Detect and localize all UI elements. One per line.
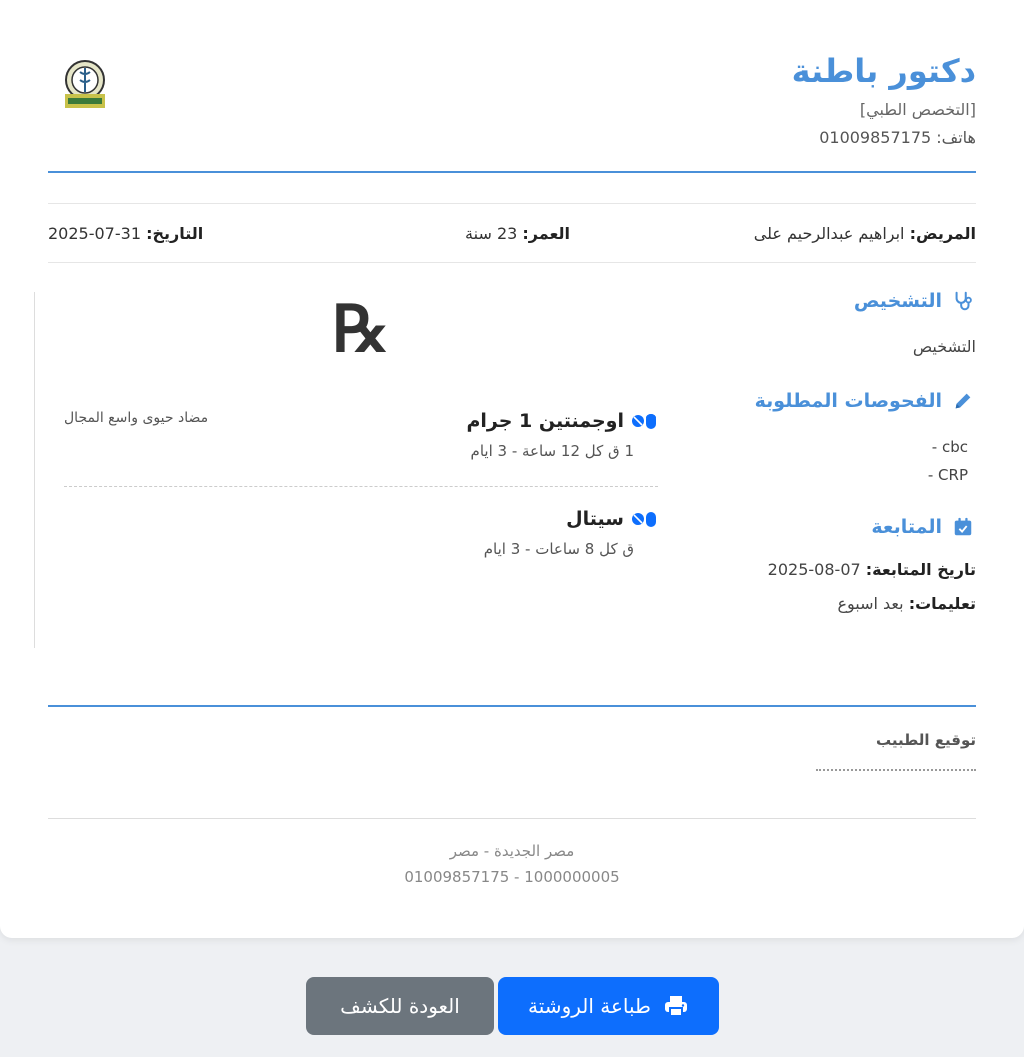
- header-divider: [48, 171, 976, 173]
- medication-dose: ق كل 8 ساعات - 3 ايام: [483, 540, 634, 558]
- test-item: - CRP: [927, 466, 968, 484]
- medication-item: [64, 410, 658, 487]
- pills-icon: [632, 510, 658, 528]
- signature-divider: [48, 705, 976, 707]
- followup-title: [871, 516, 974, 538]
- medication-name-row: [466, 410, 658, 432]
- calendar-check-icon: [952, 516, 974, 538]
- followup-notes: [837, 594, 976, 613]
- age-value: 23 سنة: [465, 224, 518, 243]
- print-prescription-button[interactable]: [498, 977, 719, 1035]
- stethoscope-icon: [952, 290, 974, 312]
- footer-phones: 01009857175 - 1000000005: [404, 868, 620, 886]
- diagnosis-text: التشخيص: [912, 337, 976, 356]
- tests-title-text: الفحوصات المطلوبة: [754, 390, 942, 412]
- pills-icon: [632, 412, 658, 430]
- medication-name: اوجمنتين 1 جرام: [466, 410, 624, 432]
- rx-symbol: ℞: [332, 292, 390, 367]
- followup-date-label: تاريخ المتابعة:: [865, 560, 976, 579]
- doctor-specialty: [التخصص الطبي]: [859, 100, 976, 119]
- medication-name-row: [566, 508, 658, 530]
- medication-dose: 1 ق كل 12 ساعة - 3 ايام: [470, 442, 634, 460]
- patient-age-field: [465, 224, 570, 243]
- medication-name: سيتال: [566, 508, 624, 530]
- printer-icon: [663, 994, 689, 1018]
- column-divider: [34, 292, 35, 648]
- doctor-phone: هاتف: 01009857175: [819, 128, 976, 147]
- clinic-logo: [62, 58, 108, 112]
- age-label: العمر:: [522, 224, 570, 243]
- diagnosis-title-text: التشخيص: [853, 290, 942, 312]
- followup-notes-label: تعليمات:: [908, 594, 976, 613]
- followup-date: [768, 560, 976, 579]
- signature-line: [816, 769, 976, 771]
- date-label: التاريخ:: [146, 224, 204, 243]
- tests-list: [928, 433, 968, 489]
- back-button-label: العودة للكشف: [340, 994, 460, 1018]
- doctor-name: دكتور باطنة: [791, 52, 976, 90]
- test-item: - cbc: [931, 438, 968, 456]
- followup-date-value: 07-08-2025: [767, 560, 861, 579]
- patient-info-row: [48, 203, 976, 263]
- medication-note: مضاد حيوى واسع المجال: [64, 410, 209, 426]
- footer-address: مصر الجديدة - مصر: [449, 842, 575, 860]
- followup-notes-value: بعد اسبوع: [837, 594, 904, 613]
- visit-date-field: [48, 224, 203, 243]
- signature-label: توقيع الطبيب: [876, 731, 976, 749]
- print-button-label: طباعة الروشتة: [528, 994, 651, 1018]
- followup-title-text: المتابعة: [871, 516, 942, 538]
- pencil-icon: [952, 390, 974, 412]
- patient-label: المريض:: [909, 224, 976, 243]
- patient-name-field: [754, 224, 976, 243]
- tests-title: [755, 390, 974, 412]
- footer-divider: [48, 818, 976, 819]
- patient-name: ابراهيم عبدالرحيم على: [753, 224, 905, 243]
- date-value: 31-07-2025: [48, 224, 141, 243]
- back-to-visit-button[interactable]: [306, 977, 494, 1035]
- diagnosis-title: [854, 290, 974, 312]
